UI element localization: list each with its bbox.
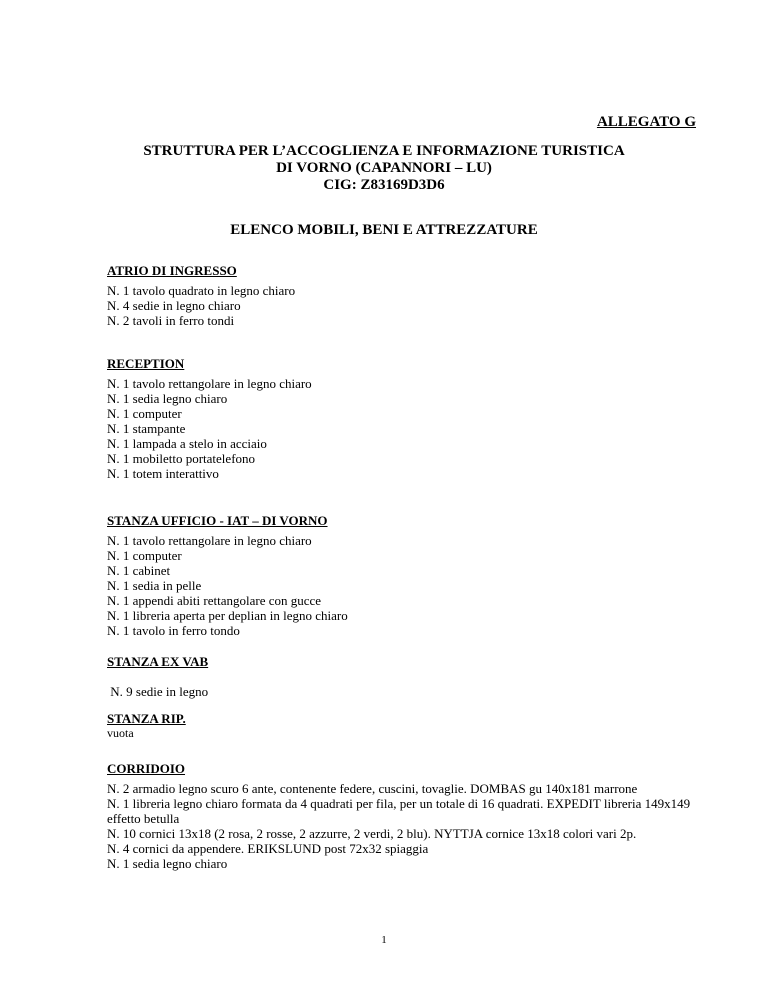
list-item: N. 1 cabinet — [107, 563, 171, 578]
list-item: vuota — [107, 726, 134, 740]
list-item: N. 1 libreria legno chiaro formata da 4 quadrati per fila, per un totale di 16 quadrati. EXPEDIT libreria 149x149 — [107, 796, 691, 811]
section-title: STANZA EX VAB — [107, 654, 209, 669]
title-line-1: STRUTTURA PER L’ACCOGLIENZA E INFORMAZIONE TURISTICA — [143, 143, 625, 159]
list-item: N. 1 stampante — [107, 421, 186, 436]
list-item: N. 1 sedia legno chiaro — [107, 856, 228, 871]
section-title: STANZA RIP. — [107, 711, 186, 726]
list-item: N. 1 libreria aperta per deplian in legno chiaro — [107, 608, 348, 623]
list-item: N. 1 totem interattivo — [107, 466, 219, 481]
list-item: N. 2 tavoli in ferro tondi — [107, 313, 235, 328]
list-item: N. 1 sedia in pelle — [107, 578, 202, 593]
list-item: N. 1 tavolo rettangolare in legno chiaro — [107, 533, 312, 548]
section-stanza-ufficio — [107, 513, 348, 638]
list-item: effetto betulla — [107, 811, 180, 826]
list-item: N. 1 tavolo quadrato in legno chiaro — [107, 283, 296, 298]
list-item: N. 2 armadio legno scuro 6 ante, contenente federe, cuscini, tovaglie. DOMBAS gu 140x181 marrone — [107, 781, 638, 796]
list-item: N. 1 computer — [107, 406, 182, 421]
list-item: N. 1 tavolo rettangolare in legno chiaro — [107, 376, 312, 391]
section-reception — [107, 356, 312, 481]
page-number: 1 — [381, 934, 387, 946]
section-stanza-ex-vab — [107, 654, 208, 699]
list-item: N. 1 sedia legno chiaro — [107, 391, 228, 406]
list-item: N. 10 cornici 13x18 (2 rosa, 2 rosse, 2 azzurre, 2 verdi, 2 blu). NYTTJA cornice 13x18 colori vari 2p. — [107, 826, 637, 841]
section-corridoio — [107, 761, 690, 871]
section-title: STANZA UFFICIO - IAT – DI VORNO — [107, 513, 328, 528]
list-item: N. 1 computer — [107, 548, 182, 563]
section-atrio — [107, 263, 295, 328]
section-title: CORRIDOIO — [107, 761, 186, 776]
section-stanza-rip — [107, 711, 186, 741]
title-line-3: CIG: Z83169D3D6 — [323, 177, 445, 193]
section-title: ATRIO DI INGRESSO — [107, 263, 237, 278]
document-title — [0, 143, 768, 194]
section-title: RECEPTION — [107, 356, 185, 371]
list-item: N. 4 sedie in legno chiaro — [107, 298, 241, 313]
list-item: N. 1 mobiletto portatelefono — [107, 451, 256, 466]
list-item: N. 9 sedie in legno — [107, 684, 209, 699]
list-item: N. 4 cornici da appendere. ERIKSLUND post 72x32 spiaggia — [107, 841, 429, 856]
allegato-label: ALLEGATO G — [596, 114, 696, 130]
list-item: N. 1 appendi abiti rettangolare con gucce — [107, 593, 322, 608]
list-item: N. 1 tavolo in ferro tondo — [107, 623, 240, 638]
list-item: N. 1 lampada a stelo in acciaio — [107, 436, 267, 451]
list-heading: ELENCO MOBILI, BENI E ATTREZZATURE — [230, 222, 538, 238]
title-line-2: DI VORNO (CAPANNORI – LU) — [276, 160, 492, 176]
